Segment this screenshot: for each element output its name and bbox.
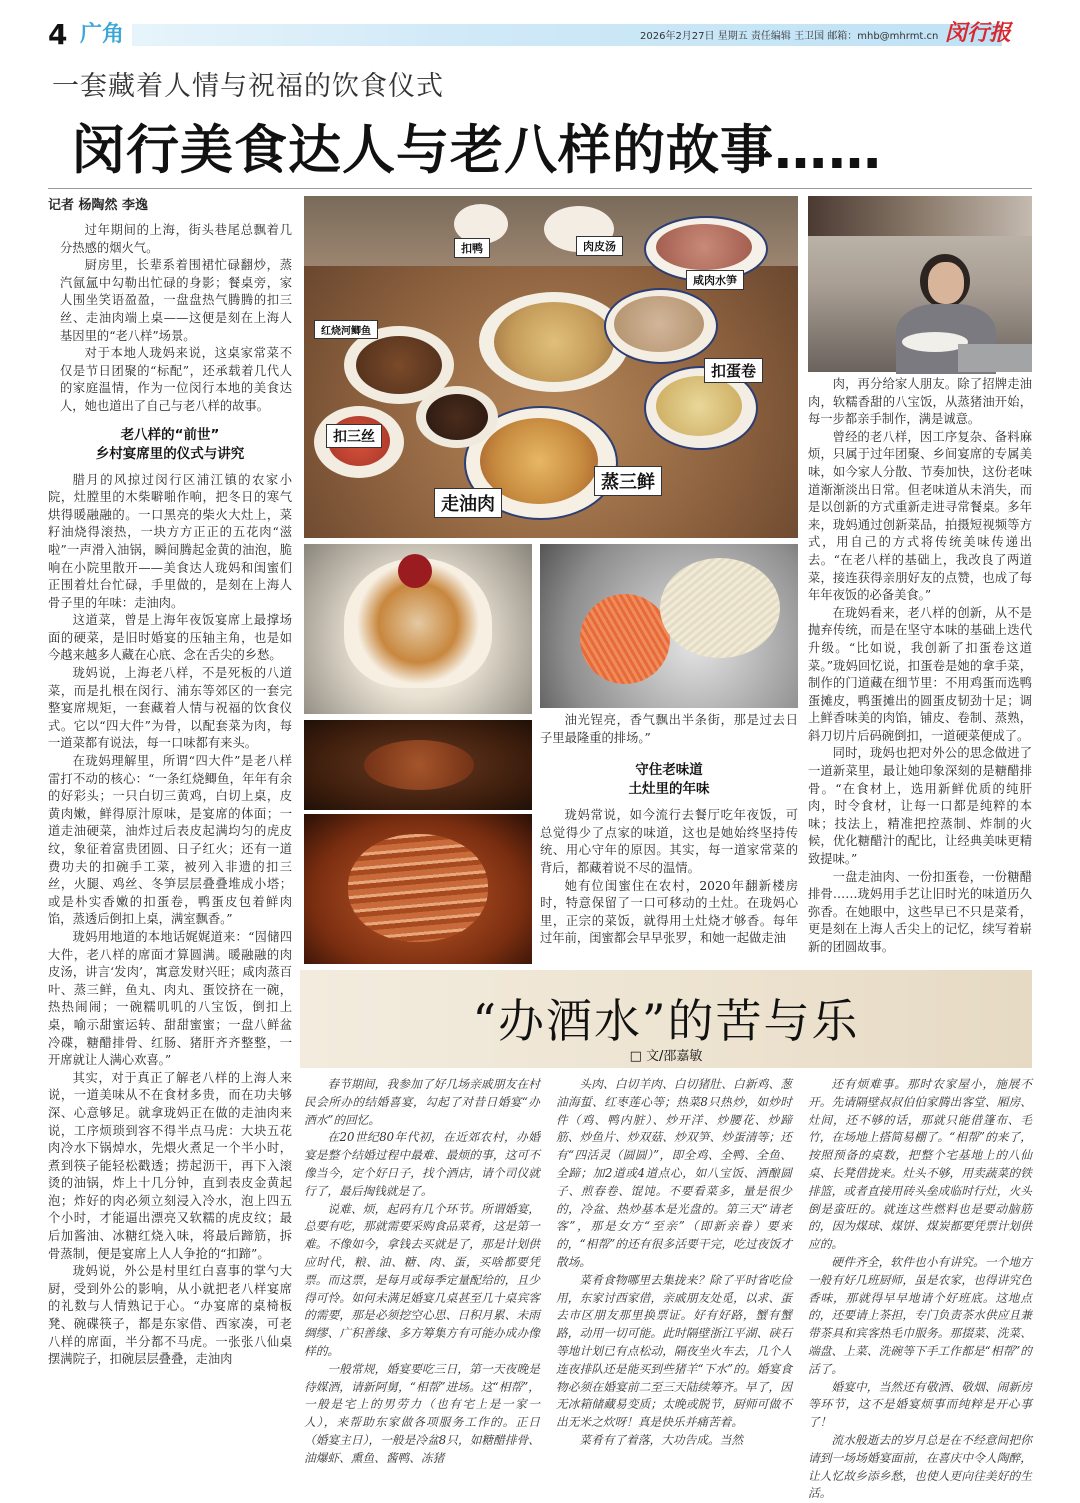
photo-label: 肉皮汤: [576, 236, 623, 256]
paragraph: 菜肴食物哪里去集拢来？除了平时省吃俭用，东家讨西家借，亲戚朋友处觅，以求、蛋去市区朋友那里换票证。好有好路，蟹有蟹路，动用一切可能。此时隔壁浙江平湖、硖石等地计划已有点松动，隔夜坐火车去，几个人连夜排队还是能买到些猪羊“下水”的。婚宴食物必须在婚宴前二至三天陆续筹齐。早了，因无冰箱储藏易变质；太晚或脱节，厨师可做不出无米之炊呀！真是快乐并痛苦着。: [556, 1272, 792, 1430]
paragraph: 还有烦难事。那时农家屋小，施展不开。先请隔壁叔叔伯伯家腾出客堂、厢房、灶间，还不够的话，那就只能借篷布、毛竹，在场地上搭简易棚了。“相帮”的来了，按照预备的桌数，把整个宅基地上的八仙桌、长凳借拢来。灶头不够，用卖蔬菜的铁排篮，或者直接用砖头垒成临时行灶，火头倒是蛮旺的。就连这些燃料也是要动脑筋的，因为煤球、煤饼、煤炭都要凭票计划供应的。: [808, 1077, 1032, 1252]
article-column-1: [48, 222, 292, 1492]
eight-treasure-rice-photo: [304, 544, 532, 714]
photo-label: 扣蛋卷: [704, 358, 763, 383]
subheading-1: 老八样的“前世” 乡村宴席里的仪式与讲究: [95, 426, 245, 462]
paragraph: 其实，对于真正了解老八样的上海人来说，一道美味从不在食材多贵，而在功夫够深、心意够足。就拿珑妈正在做的走油肉来说，工序烦琐到容不得半点马虎：大块五花肉冷水下锅焯水，先煨火煮足一个半小时，煮到筷子能轻松戳透；捞起沥干，再下入滚烫的油锅，炸上十几分钟，直到表皮金黄起泡；炸好的肉必须立刻浸入冷水，泡上四五个小时，才能逼出漂亮又软糯的虎皮纹；最后加酱油、冰糖红烧入味，将最后蹄筋，拆骨蒸制，便是宴席上人人争抢的“扣蹄”。: [48, 1070, 292, 1261]
paragraph: 过年期间的上海，街头巷尾总飘着几分热感的烟火气。: [60, 223, 292, 255]
braised-pork-photo: [304, 814, 532, 964]
paragraph: 硬件齐全，软件也小有讲究。一个地方一般有好几班厨师，虽是农家，也得讲究色香味，那就得早早地请个好班底。这地点的，还要请上茶担，专门负责茶水供应且兼带茶具和宾客热毛巾服务。那掇菜、洗菜、端盘、上菜、洗碗等下手工作都是“相帮”的活了。: [808, 1254, 1032, 1376]
paragraph: 曾经的老八样，因工序复杂、备料麻烦，只属于过年团聚、乡间宴席的专属美味，如今家人分散、节奏加快，这份老味道渐渐淡出日常。但老味道从未消失，而是以创新的方式重新走进寻常餐桌。多年来，珑妈通过创新菜品，拍摄短视频等方式，用自己的方式将传统美味传递出去。“在老八样的基础上，我改良了两道菜，接连获得亲朋好友的点赞，也成了每年年夜饭的必备美食。”: [808, 429, 1032, 603]
paragraph: 在20世纪80年代初，在近郊农村，办婚宴是整个结婚过程中最难、最烦的事，这可不像当今，定个好日子，找个酒店，请个司仪就行了，最后掏钱就是了。: [304, 1130, 540, 1198]
paragraph: 厨房里，长辈系着围裙忙碌翻炒，蒸汽氤氲中勾勒出忙碌的身影；餐桌旁，家人围坐笑语盈盈，一盘盘热气腾腾的扣三丝、走油肉端上桌——这便是刻在上海人基因里的“老八样”场景。: [60, 258, 292, 343]
byline: 记者 杨陶然 李逸: [48, 198, 149, 213]
paragraph: 腊月的风掠过闵行区浦江镇的农家小院，灶膛里的木柴噼啪作响，把冬日的寒气烘得暖融融的。一口黑亮的柴火大灶上，菜籽油烧得滚热，一块方方正正的五花肉“滋啦”一声滑入油锅，瞬间腾起金黄的油泡，脆响在小院里散开——美食达人珑妈和闺蜜们正围着灶台忙碌，手里做的，是刻在上海人骨子里的年味：走油肉。: [48, 472, 292, 610]
essay-title: “办酒水”的苦与乐: [472, 994, 860, 1048]
braised-dish-photo: [304, 720, 532, 810]
paragraph: 油光锃亮，香气飘出半条街，那是过去日子里最隆重的排场。”: [540, 713, 798, 745]
paragraph: 同时，珑妈也把对外公的思念做进了一道新菜里，最让她印象深刻的是糖醋排骨。“在食材上，选用新鲜优质的纯肝肉，时令食材，让每一口都是纯粹的本味；技法上，精准把控蒸制、炸制的火候，优化糖醋汁的配比，让经典美味更精致提味。”: [808, 746, 1032, 867]
article-column-3: [808, 376, 1032, 966]
essay-column-2: [556, 1076, 792, 1492]
paragraph: 说难、烦，起码有几个环节。所谓婚宴，总要有吃，那就需要采购食品菜肴，这是第一难。不像如今，拿钱去买就是了，那是计划供应时代，粮、油、糖、肉、蛋，买啥都要凭票。而这票，是每月或每季定量配给的，且少得可怜。如何未满足婚宴几桌甚至几十桌宾客的需要，那是必须挖空心思、日积月累、未雨绸缪、广积善缘、多方筹集方有可能办成办像样的。: [304, 1201, 540, 1358]
article-column-2: [540, 712, 798, 968]
photo-label: 蒸三鲜: [594, 466, 662, 496]
shredded-vegetables-photo: [540, 544, 798, 708]
paragraph: 流水般逝去的岁月总是在不经意间把你请到一场场婚宴面前，在喜庆中令人陶醉，让人忆故乡添乡愁，也使人更向往美好的生活。: [808, 1432, 1032, 1501]
paragraph: 珑妈用地道的本地话娓娓道来：“囥储四大件，老八样的席面才算圆满。暖融融的肉皮汤，讲言‘发肉’，寓意发财兴旺；咸肉蒸百叶、蒸三鲜，鱼丸、肉丸、蛋饺挤在一碗，热热闹闹；一碗糯叽叽的八宝饭，倒扣上桌，喻示甜蜜运转、甜甜蜜蜜；一盘八鲜盆冷碟，糖醋排骨、红肠、猪肝齐齐整整，一开席就让人满心欢喜。”: [48, 929, 292, 1068]
paragraph: 在珑妈看来，老八样的创新，从不是抛弃传统，而是在坚守本味的基础上迭代升级。“比如说，我创新了扣蛋卷这道菜。”珑妈回忆说，扣蛋卷是她的拿手菜，制作的门道藏在细节里：不用鸡蛋而选鸭蛋摊皮，鸭蛋摊出的圆蛋皮韧劲十足；调上鲜香味美的肉馅，铺皮、卷制、蒸熟，斜刀切片后码碗倒扣，一道硬菜便成了。: [808, 605, 1032, 743]
paragraph: 在珑妈理解里，所谓“四大件”是老八样雷打不动的核心：“一条红烧鲫鱼，年年有余的好彩头；一只白切三黄鸡，白切上桌，皮黄肉嫩，鲜得原汁原味，是宴席的体面；一道走油硬菜，油炸过后表皮起满均匀的虎皮纹，象征着富贵团圆、日子红火；还有一道费功夫的扣碗手工菜，被列入非遗的扣三丝，火腿、鸡丝、冬笋层层叠叠堆成小塔；或是朴实香嫩的扣蛋卷，鸭蛋皮包着鲜肉馅，蒸透后倒扣上桌，满室飘香。”: [48, 754, 292, 927]
divider: [48, 188, 1032, 189]
paragraph: 婚宴中，当然还有敬酒、敬烟、闹新房等环节，这不是婚宴烦事而纯粹是开心事了！: [808, 1379, 1032, 1430]
photo-label: 咸肉水笋: [686, 270, 744, 290]
essay-author: □ 文/邵嘉敏: [629, 1049, 703, 1064]
essay-column-1: [304, 1076, 540, 1492]
essay-column-3: [808, 1076, 1032, 1501]
paragraph: 一盘走油肉、一份扣蛋卷，一份糖醋排骨……珑妈用手艺让旧时光的味道历久弥香。在她眼中，这些早已不只是菜肴，更是刻在上海人舌尖上的记忆，续写着崭新的团圆故事。: [808, 869, 1032, 954]
article-headline: 闵行美食达人与老八样的故事……: [72, 120, 882, 181]
paragraph: 一般常规，婚宴要吃三日，第一天夜晚是待媒酒，请新阿舅，“相帮”进场。这“相帮”，一般是宅上的男劳力（也有宅上是一家一人），来帮助东家做各项服务工作的。正日（婚宴主日），一般是冷盆8只，如糖醋排骨、油爆虾、熏鱼、酱鸭、冻猪: [304, 1361, 540, 1465]
article-kicker: 一套藏着人情与祝福的饮食仪式: [52, 71, 444, 102]
paragraph: 珑妈说，外公是村里红白喜事的掌勺大厨，受到外公的影响，从小就把老八样宴席的礼数与人情熟记于心。“办宴席的桌椅板凳、碗碟筷子，都是东家借、西家凑，可老八样的席面，半分都不马虎。一张张八仙桌摆满院子，扣碗层层叠叠，走油肉: [48, 1264, 292, 1367]
paragraph: 她有位闺蜜住在农村，2020年翻新楼房时，特意保留了一口可移动的土灶。在珑妈心里，正宗的菜饭，就得用土灶烧才够香。每年过年前，闺蜜都会早早张罗，和她一起做走油: [540, 878, 798, 946]
paragraph: 珑妈常说，如今流行去餐厅吃年夜饭，可总觉得少了点家的味道，这也是她始终坚持传统、用心守年的原因。其实，每一道家常菜的背后，都藏着说不尽的温情。: [540, 808, 798, 875]
photo-label: 红烧河鲫鱼: [314, 320, 378, 339]
masthead-info: 2026年2月27日 星期五 责任编辑 王卫国 邮箱：mhb@mhrmt.cn: [640, 31, 939, 42]
photo-label: 走油肉: [434, 488, 502, 518]
paragraph: 这道菜，曾是上海年夜饭宴席上最撑场面的硬菜，是旧时婚宴的压轴主角，也是如今越来越多人藏在心底、念在舌尖的乡愁。: [48, 613, 292, 663]
paragraph: 菜肴有了着落，大功告成。当然: [579, 1432, 744, 1447]
newspaper-logo: 闵行报: [945, 21, 1012, 46]
section-name: 广角: [80, 22, 125, 47]
paragraph: 珑妈说，上海老八样，不是死板的八道菜，而是扎根在闵行、浦东等郊区的一套完整宴席规矩，一套藏着人情与祝福的饮食仪式。它以“四大件”为骨，以配套菜为肉，每一道菜都有说法，每一口味都有来头。: [48, 666, 292, 751]
banquet-photo: [304, 196, 798, 538]
photo-label: 扣三丝: [326, 424, 382, 448]
paragraph: 对于本地人珑妈来说，这桌家常菜不仅是节日团聚的“标配”，还承载着几代人的家庭温情，作为一位闵行本地的美食达人，她也道出了自己与老八样的故事。: [60, 346, 292, 413]
paragraph: 春节期间，我参加了好几场亲戚朋友在村民会所办的结婚喜宴，勾起了对昔日婚宴“办酒水”的回忆。: [304, 1077, 540, 1127]
paragraph: 肉，再分给家人朋友。除了招牌走油肉，软糯香甜的八宝饭，从蒸猪油开始，每一步都亲手制作，满是诚意。: [808, 377, 1032, 427]
photo-label: 扣鸭: [454, 238, 490, 258]
page-number: 4: [48, 18, 68, 51]
paragraph: 头肉、白切羊肉、白切猪肚、白新鸡、葱油海蜇、红枣莲心等；热菜8只热炒，如炒时件（鸡、鸭内脏）、炒开洋、炒腰花、炒蹄筋、炒鱼片、炒双菇、炒双笋、炒蛋清等；还有“四活灵（圆圆）”，即全鸡、全鸭、全鱼、全蹄；加2道或4道点心，如八宝饭、酒酿圆子、煎春卷、馄饨。不要看菜多，量是很少的，冷盆、热炒基本是光盘的。第三天“请老客”，那是女方“至亲”（即新亲眷）要来的，“相帮”的还有很多活要干完，吃过夜饭才散场。: [556, 1077, 792, 1269]
subheading-2: 守住老味道 土灶里的年味: [628, 762, 710, 798]
portrait-photo: [808, 196, 1032, 372]
